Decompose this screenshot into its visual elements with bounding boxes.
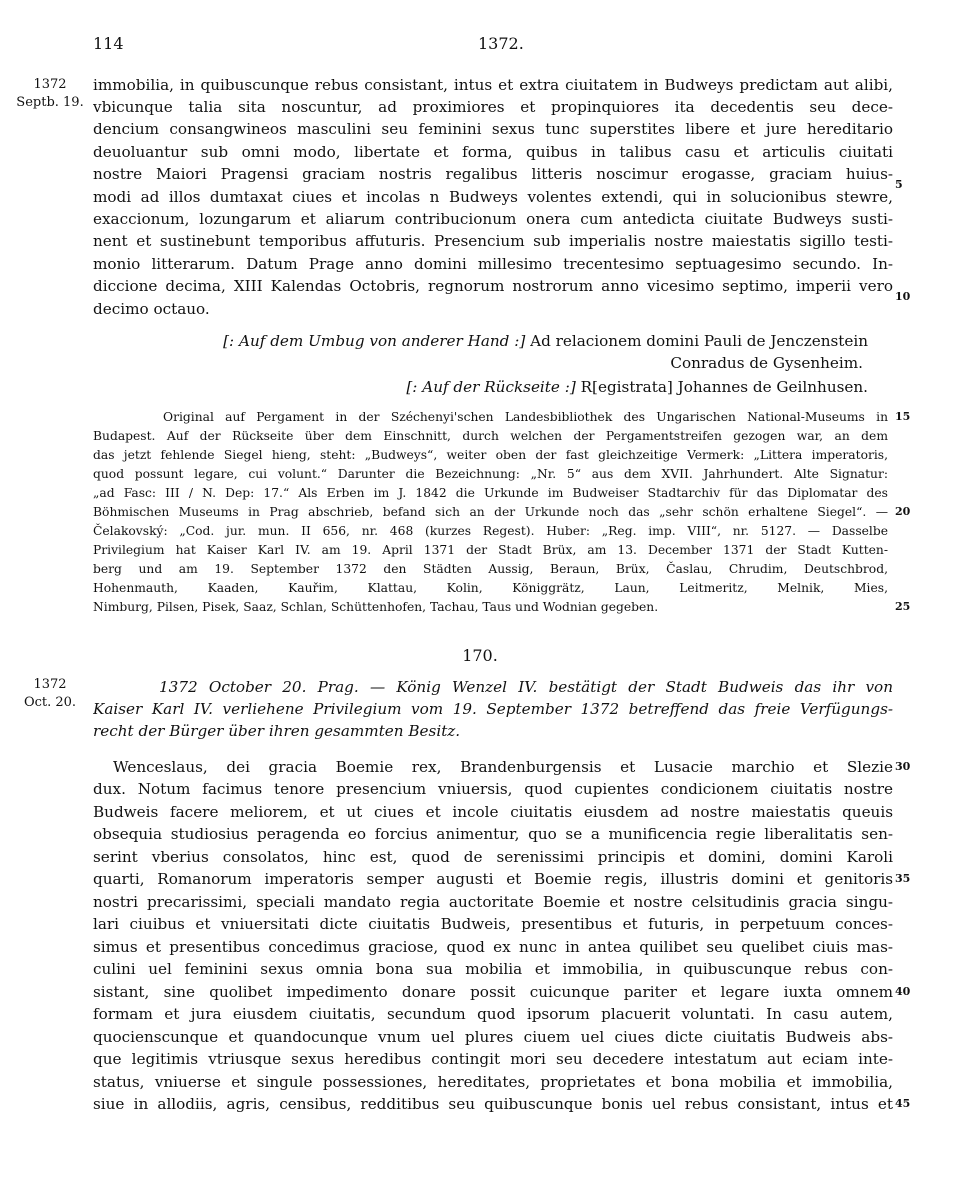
- margin-date: [10, 76, 90, 112]
- endorsement-text: Conradus de Gysenheim.: [670, 354, 863, 372]
- note-line: Nimburg, Pilsen, Pisek, Saaz, Schlan, Schüttenhofen, Tachau, Taus und Wodnian gegeben.: [93, 600, 659, 614]
- note-line: Böhmischen Museums in Prag abschrieb, befand sich an der Urkunde noch das „sehr schön erhaltene Siegel“. —: [93, 505, 888, 519]
- text-line: modi ad illos dumtaxat ciues et incolas n Budweys volentes extendi, qui in solucionibus stewre,: [93, 188, 893, 206]
- endorsement-line: [93, 330, 868, 352]
- endorsement-text: R[egistrata] Johannes de Geilnhusen.: [580, 378, 868, 396]
- regest-line: Kaiser Karl IV. verliehene Privilegium vom 19. September 1372 betreffend das freie Verfügungs-: [93, 700, 893, 718]
- margin-date: [10, 676, 90, 712]
- text-line: sistant, sine quolibet impedimento donare possit cuicunque pariter et legare iuxta omnem: [93, 983, 893, 1001]
- line-number: 20: [895, 505, 911, 518]
- note-line: Budapest. Auf der Rückseite über dem Einschnitt, durch welchen der Pergamentstreifen gezogen war, an dem: [93, 429, 888, 443]
- note-line: berg und am 19. September 1372 den Städten Aussig, Beraun, Brüx, Časlau, Chrudim, Deutschbrod,: [93, 562, 888, 576]
- regest-line: 1372 October 20. Prag. — König Wenzel IV. bestätigt der Stadt Budweis das ihr von: [159, 678, 893, 696]
- line-number: 40: [895, 985, 911, 998]
- text-line: culini uel feminini sexus omnia bona sua mobilia et immobilia, in quibuscunque rebus con-: [93, 960, 893, 978]
- text-line: que legitimis vtriusque sexus heredibus contingit mori seu decedere intestatum aut eciam inte-: [93, 1050, 893, 1068]
- text-line: siue in allodiis, agris, censibus, redditibus seu quibuscunque bonis uel rebus consistant, intus et: [93, 1095, 893, 1113]
- text-line: nent et sustinebunt temporibus affuturis. Presencium sub imperialis nostre maiestatis sigillo testi-: [93, 232, 893, 250]
- page-number: 114: [93, 34, 124, 53]
- note-line: „ad Fasc: III / N. Dep: 17.“ Als Erben im J. 1842 die Urkunde im Budweiser Stadtarchiv für das Diplomatar des: [93, 486, 888, 500]
- text-line: quocienscunque et quandocunque vnum uel plures ciuem uel ciues dicte ciuitatis Budweis abs-: [93, 1028, 893, 1046]
- running-head: [0, 34, 960, 58]
- text-line: lari ciuibus et vniuersitati dicte ciuitatis Budweis, presentibus et futuris, in perpetuum conces-: [93, 915, 893, 933]
- text-line: decimo octauo.: [93, 300, 210, 318]
- regest-line: recht der Bürger über ihren gesammten Besitz.: [93, 722, 461, 740]
- text-line: vbicunque talia sita noscuntur, ad proximiores et propinquiores ita decedentis seu dece-: [93, 98, 893, 116]
- note-line: das jetzt fehlende Siegel hieng, steht: „Budweys“, weiter oben der fast gleichzeitige Vermerk: „Littera imperatoris,: [93, 448, 888, 462]
- document-number: 170.: [462, 646, 498, 665]
- margin-date-year: 1372: [33, 677, 67, 692]
- text-line: nostri precarissimi, speciali mandato regia auctoritate Boemie et nostre celsitudinis gracia singu-: [93, 893, 893, 911]
- text-line: simus et presentibus concedimus graciose, quod ex nunc in antea quilibet seu quelibet ciuis mas-: [93, 938, 893, 956]
- text-line: immobilia, in quibuscunque rebus consistant, intus et extra ciuitatem in Budweys predictam aut alibi,: [93, 76, 893, 94]
- note-line: quod possunt legare, cui volunt.“ Darunter die Bezeichnung: „Nr. 5“ aus dem XVII. Jahrhundert. Alte Signatur:: [93, 467, 888, 481]
- endorsement-label: [: Auf dem Umbug von anderer Hand :]: [223, 332, 526, 350]
- line-number: 5: [895, 178, 903, 191]
- text-line: nostre Maiori Pragensi graciam nostris regalibus litteris noscimur erogasse, graciam huius-: [93, 165, 893, 183]
- note-line: Hohenmauth, Kaaden, Kauřim, Klattau, Kolin, Königgrätz, Laun, Leitmeritz, Melnik, Mies,: [93, 581, 888, 595]
- endorsement-line: [93, 376, 868, 398]
- text-line: status, vniuerse et singule possessiones, hereditates, proprietates et bona mobilia et immobilia,: [93, 1073, 893, 1091]
- line-number: 35: [895, 872, 911, 885]
- margin-date-year: 1372: [33, 77, 67, 92]
- endorsement-line: [93, 352, 863, 374]
- note-line: Original auf Pergament in der Széchenyi'schen Landesbibliothek des Ungarischen National-Museums in: [163, 410, 888, 424]
- text-line: monio litterarum. Datum Prage anno domini millesimo trecentesimo septuagesimo secundo. In-: [93, 255, 893, 273]
- note-line: Privilegium hat Kaiser Karl IV. am 19. April 1371 der Stadt Brüx, am 13. December 1371 der Stadt Kutten-: [93, 543, 888, 557]
- endorsement-label: [: Auf der Rückseite :]: [406, 378, 576, 396]
- text-line: formam et jura eiusdem ciuitatis, secundum quod ipsorum placuerit voluntati. In casu autem,: [93, 1005, 893, 1023]
- text-line: dux. Notum facimus tenore presencium vniuersis, quod cupientes condicionem ciuitatis nostre: [93, 780, 893, 798]
- text-line: obsequia studiosius peragenda eo forcius animentur, quo se a munificencia regie liberalitatis sen-: [93, 825, 893, 843]
- endorsement-text: Ad relacionem domini Pauli de Jenczenstein: [530, 332, 868, 350]
- text-line: deuoluantur sub omni modo, libertate et forma, quibus in talibus casu et articulis ciuitati: [93, 143, 893, 161]
- running-head-year: 1372.: [478, 34, 524, 53]
- line-number: 10: [895, 290, 911, 303]
- line-number: 45: [895, 1097, 911, 1110]
- text-line: Budweis facere meliorem, et ut ciues et incole ciuitatis eiusdem ad nostre maiestatis queuis: [93, 803, 893, 821]
- text-line: Wenceslaus, dei gracia Boemie rex, Brandenburgensis et Lusacie marchio et Slezie: [113, 758, 893, 776]
- line-number: 25: [895, 600, 911, 613]
- note-line: Čelakovský: „Cod. jur. mun. II 656, nr. 468 (kurzes Regest). Huber: „Reg. imp. VIII“, nr. 5127. — Dasselbe: [93, 524, 888, 538]
- margin-date-day: Septb. 19.: [16, 95, 84, 110]
- text-line: exaccionum, lozungarum et aliarum contribucionum onera cum antedicta ciuitate Budweys susti-: [93, 210, 893, 228]
- margin-date-day: Oct. 20.: [23, 695, 77, 710]
- line-number: 15: [895, 410, 911, 423]
- line-number: 30: [895, 760, 911, 773]
- text-line: quarti, Romanorum imperatoris semper augusti et Boemie regis, illustris domini et genitoris: [93, 870, 893, 888]
- text-line: dencium consangwineos masculini seu feminini sexus tunc superstites libere et jure hereditario: [93, 120, 893, 138]
- text-line: diccione decima, XIII Kalendas Octobris, regnorum nostrorum anno vicesimo septimo, imperii vero: [93, 277, 893, 295]
- text-line: serint vberius consolatos, hinc est, quod de serenissimi principis et domini, domini Karoli: [93, 848, 893, 866]
